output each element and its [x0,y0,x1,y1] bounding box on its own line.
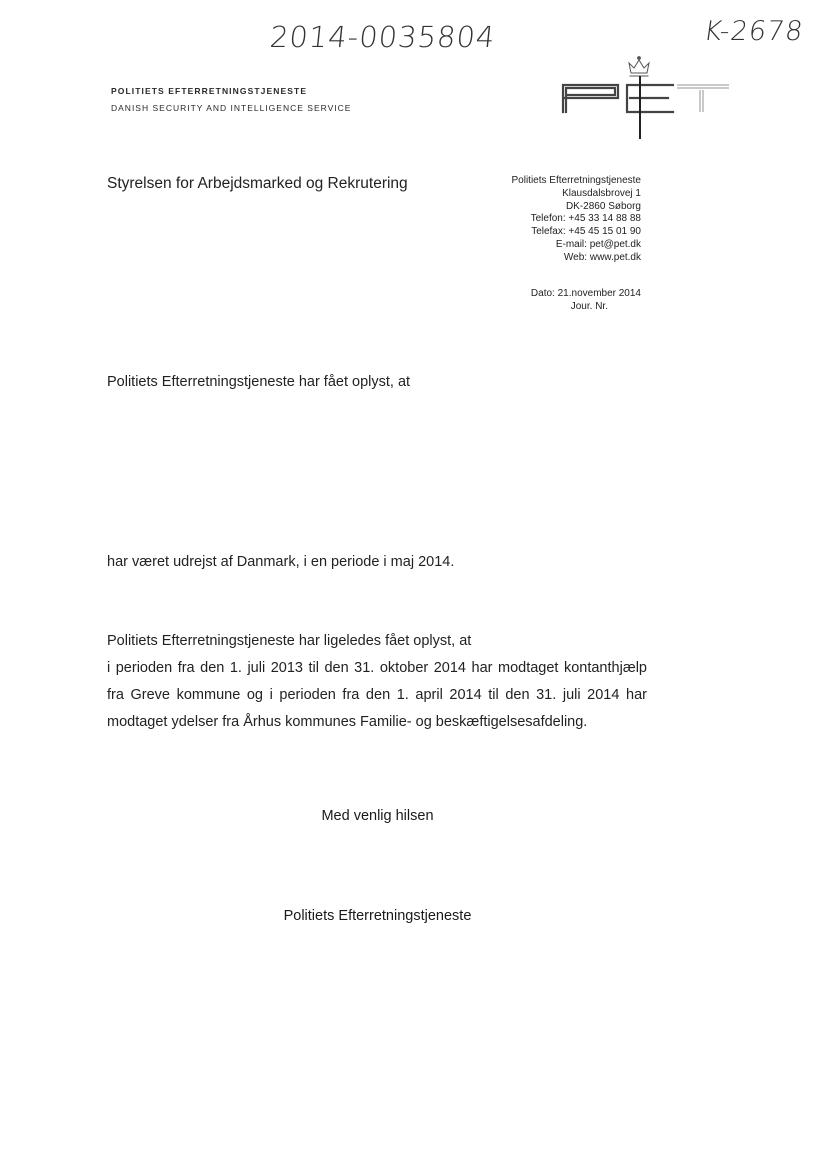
closing-greeting: Med venlig hilsen [321,808,434,824]
recipient-name: Styrelsen for Arbejdsmarked og Rekrutering [107,175,408,192]
crown-icon [629,57,649,76]
body-paragraph-1: Politiets Efterretningstjeneste har fået oplyst, at [107,374,411,390]
paragraph-3-line-1: Politiets Efterretningstjeneste har ligeledes fået oplyst, at [107,633,472,649]
closing-signature: Politiets Efterretningstjeneste [283,908,472,924]
handwritten-case-number: 2014-0035804 [268,20,498,54]
contact-email: E-mail: pet@pet.dk [555,238,641,250]
handwritten-corner-mark: K-2678 [701,16,806,47]
contact-phone: Telefon: +45 33 14 88 88 [530,213,641,225]
logo-letter-p [563,85,618,112]
paragraph-3-line-4: modtaget ydelser fra Århus kommunes Familie- og beskæftigelsesafdeling. [107,714,588,730]
contact-web: Web: www.pet.dk [563,251,641,263]
paragraph-3-line-3: fra Greve kommune og i perioden fra den 1. april 2014 til den 31. juli 2014 har [107,687,647,703]
contact-name: Politiets Efterretningstjeneste [511,175,641,186]
body-paragraph-2: har været udrejst af Danmark, i en periode i maj 2014. [107,554,455,570]
date-block [531,287,641,313]
sender-contact-block [511,175,641,265]
paragraph-3-line-2: i perioden fra den 1. juli 2013 til den 31. oktober 2014 har modtaget kontanthjælp [107,660,647,676]
contact-fax: Telefax: +45 45 15 01 90 [531,226,641,238]
logo-letter-e [627,85,673,112]
letter-date: Dato: 21.november 2014 [530,288,641,299]
contact-street: Klausdalsbrovej 1 [562,187,641,199]
logo-letter-t [678,85,728,111]
pet-logo [560,55,730,140]
agency-name-english: DANISH SECURITY AND INTELLIGENCE SERVICE [111,103,352,113]
contact-city: DK-2860 Søborg [565,200,641,212]
journal-number: Jour. Nr. [570,301,608,312]
body-paragraph-3 [107,628,647,736]
agency-name-danish: POLITIETS EFTERRETNINGSTJENESTE [111,86,308,96]
